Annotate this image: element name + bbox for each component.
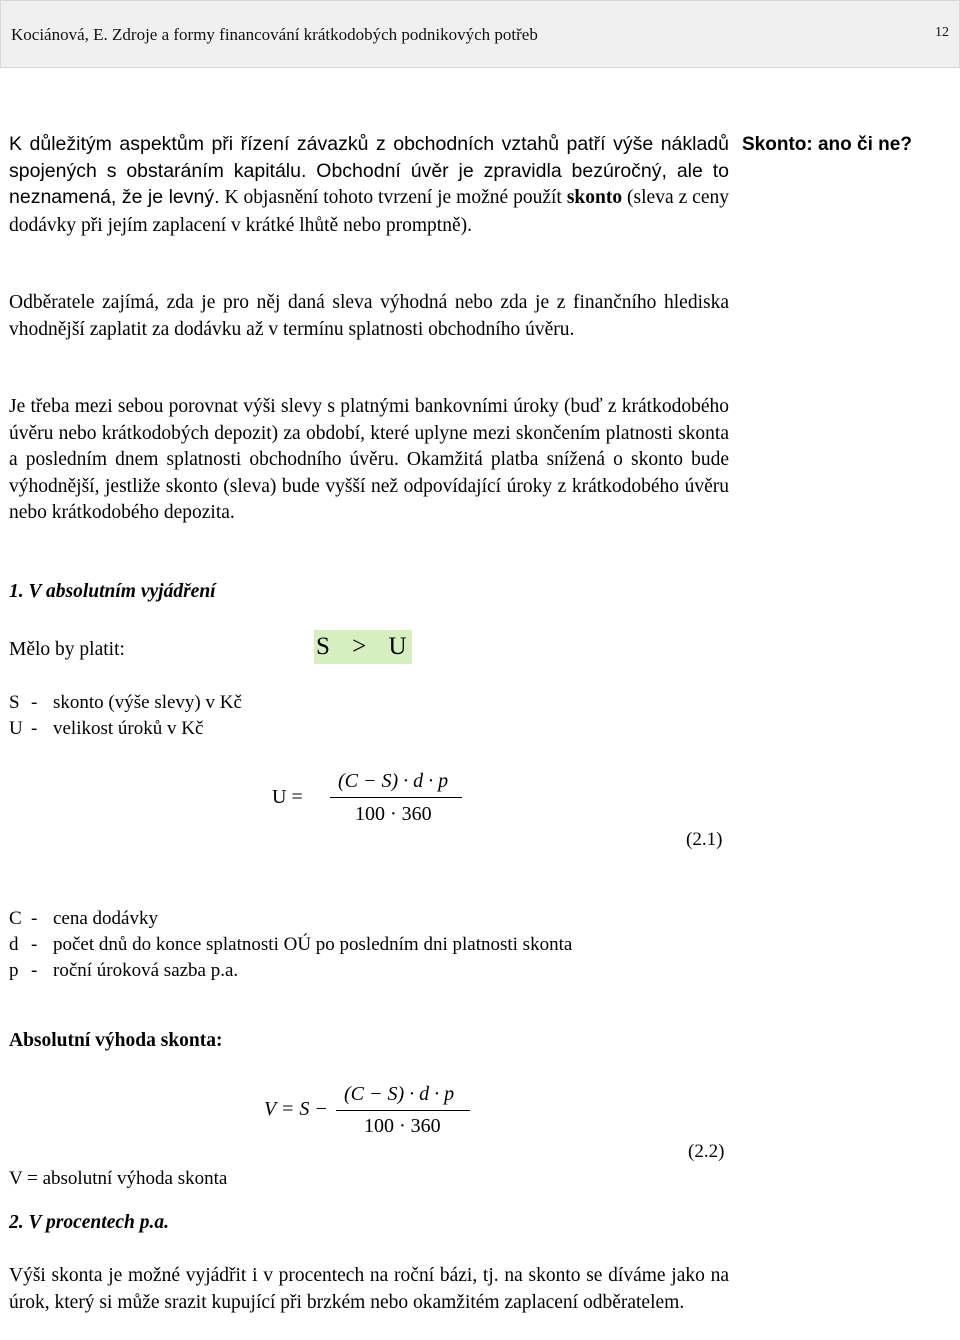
definition-text: velikost úroků v Kč [53,718,204,739]
definition-text: cena dodávky [53,908,158,929]
margin-note: Skonto: ano či ne? [742,134,912,155]
formula-1-fraction-bar [330,797,462,798]
formula-2-fraction-bar [336,1110,470,1111]
paragraph-1-part-3: (sleva z ceny dodávky při jejím zaplacení v krátké lhůtě nebo promptně). [9,187,729,236]
formula-1-number: (2.1) [686,829,723,850]
definition-symbol: U [9,718,23,739]
formula-2-lhs: V = S − [264,1098,328,1120]
definition-s [9,690,242,716]
section-2-heading: 2. V procentech p.a. [9,1212,169,1233]
formula-2-number: (2.2) [688,1141,725,1162]
definition-p [9,958,238,984]
should-hold-label: Mělo by platit: [9,639,125,660]
paragraph-1-part-2: K objasnění tohoto tvrzení je možné použít [219,187,567,208]
definition-v: V = absolutní výhoda skonta [9,1168,228,1189]
inequality-right: U [388,633,407,660]
definition-text: skonto (výše slevy) v Kč [53,692,242,713]
absolute-heading: Absolutní výhoda skonta: [9,1030,223,1051]
definition-symbol: S [9,692,20,713]
section-1-heading: 1. V absolutním vyjádření [9,581,216,602]
definition-u [9,716,203,742]
definition-text: počet dnů do konce splatnosti OÚ po posledním dni platnosti skonta [53,934,573,955]
formula-1-numerator: (C − S) · d · p [338,770,449,792]
header-title: Kociánová, E. Zdroje a formy financování krátkodobých podnikových potřeb [11,25,538,44]
definition-symbol: C [9,908,22,929]
formula-1-lhs: U = [272,786,303,808]
term-skonto: skonto [566,187,623,208]
page-number: 12 [935,25,949,40]
paragraph-4: Výši skonta je možné vyjádřit i v procentech na roční bázi, tj. na skonto se díváme jako na úrok, který si může srazit kupující při brzkém nebo okamžitém zaplacení odběratelem. [9,1265,729,1313]
formula-2-numerator: (C − S) · d · p [344,1083,455,1105]
inequality-left: S [316,633,330,660]
page-header [0,0,960,68]
definition-dash: - [31,934,38,955]
definition-dash: - [31,908,38,929]
formula-2-denominator: 100 · 360 [364,1115,441,1137]
paragraph-1-part-1: K důležitým aspektům při řízení závazků z obchodních vztahů patří výše nákladů spojených s obstaráním kapitálu. Obchodní úvěr je zpravidla bezúročný, ale to neznamená, že je levný. [9,133,729,208]
definition-text: roční úroková sazba p.a. [53,960,239,981]
paragraph-2: Odběratele zajímá, zda je pro něj daná sleva výhodná nebo zda je z finančního hlediska vhodnější zaplatit za dodávku až v termínu splatnosti obchodního úvěru. [9,292,729,340]
inequality-operator: > [352,633,367,660]
definition-d [9,932,572,958]
definition-dash: - [31,960,38,981]
definition-dash: - [31,718,38,739]
definition-symbol: p [9,960,19,981]
definition-symbol: d [9,934,19,955]
formula-1-denominator: 100 · 360 [355,803,432,825]
paragraph-3: Je třeba mezi sebou porovnat výši slevy s platnými bankovními úroky (buď z krátkodobého úvěru nebo krátkodobých depozit) za období, které uplyne mezi skončením platnosti skonta a posledním dnem splatnosti obchodního úvěru. Okamžitá platba snížená o skonto bude výhodnější, jestliže skonto (sleva) bude vyšší než odpovídající úroky z krátkodobého úvěru nebo krátkodobého depozita. [9,396,729,523]
definition-c [9,906,158,932]
definition-dash: - [31,692,38,713]
paragraph-1 [9,131,729,239]
inequality-box [314,630,412,664]
